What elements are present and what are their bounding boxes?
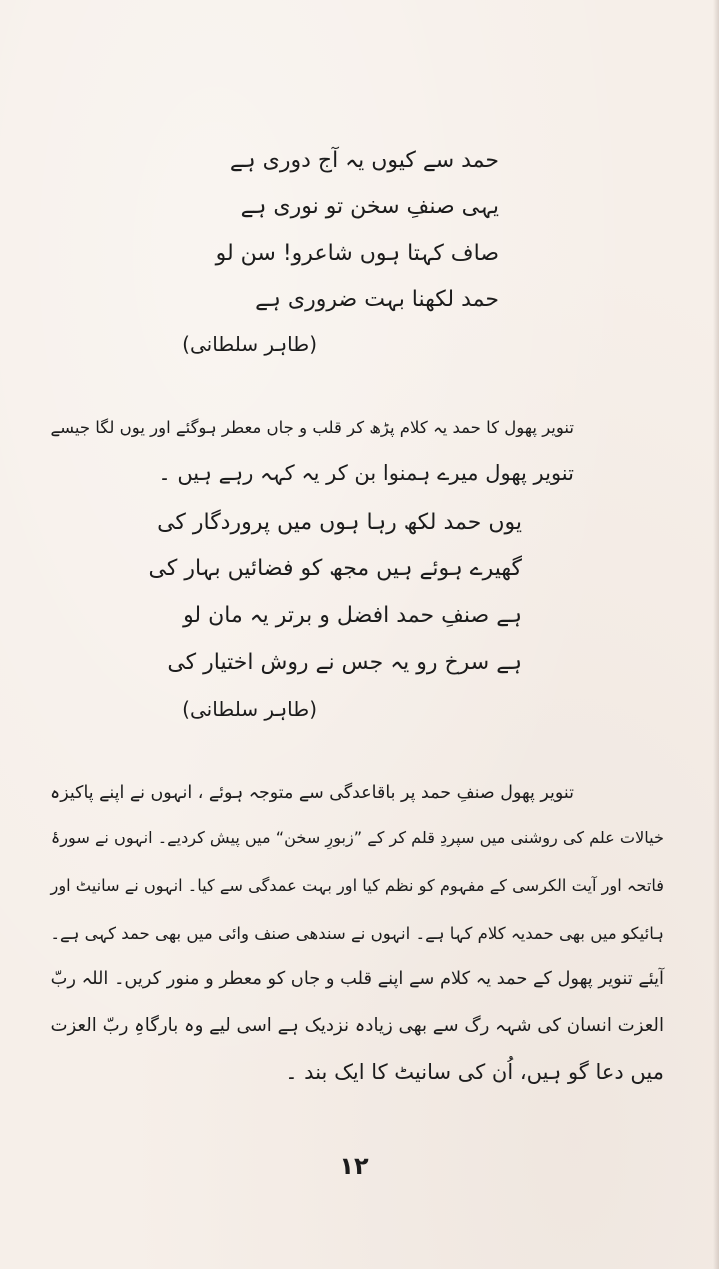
paragraph-line-6: العزت انسان کی شہہ رگ سے بھی زیادہ نزدیک ہے اسی لیے وہ بارگاہِ ربّ العزت (50, 1015, 664, 1036)
paragraph-line-5: آیئے تنویر پھول کے حمد یہ کلام سے اپنے قلب و جاں کو معطر و منور کریں۔ اللہ ربّ (50, 968, 664, 989)
poem1-line-4: حمد لکھنا بہت ضروری ہے (255, 287, 499, 312)
paragraph-line-3: فاتحہ اور آیت الکرسی کے مفہوم کو نظم کیا اور بہت عمدگی سے کیا۔ انہوں نے سانیٹ اور (50, 876, 664, 895)
poem2-line-3: ہے صنفِ حمد افضل و برتر یہ مان لو (183, 603, 522, 628)
paragraph-line-1: تنویر پھول صنفِ حمد پر باقاعدگی سے متوجہ ہوئے ، انہوں نے اپنے پاکیزہ (50, 783, 574, 803)
page-edge-shadow (713, 0, 719, 1269)
poem2-credit: (طاہر سلطانی) (182, 697, 317, 721)
poem1-line-3: صاف کہتا ہوں شاعرو! سن لو (215, 241, 499, 266)
paragraph-line-2: خیالات علم کی روشنی میں سپردِ قلم کر کے ”زبورِ سخن“ میں پیش کردیے۔ انہوں نے سورۂ (50, 828, 664, 847)
paragraph-line-7: میں دعا گو ہیں، اُن کی سانیٹ کا ایک بند ۔ (285, 1060, 664, 1084)
poem2-line-4: ہے سرخ رو یہ جس نے روش اختیار کی (167, 650, 522, 675)
poem1-line-1: حمد سے کیوں یہ آج دوری ہے (229, 148, 499, 173)
poem1-line-2: یہی صنفِ سخن تو نوری ہے (240, 194, 499, 219)
poem1-credit: (طاہر سلطانی) (182, 332, 317, 356)
poem2-line-1: یوں حمد لکھ رہا ہوں میں پروردگار کی (157, 510, 522, 535)
paragraph-line-4: ہائیکو میں بھی حمدیہ کلام کہا ہے۔ انہوں نے سندھی صنف وائی میں بھی حمد کہی ہے۔ (50, 924, 664, 943)
intro-line-2: تنویر پھول میرے ہمنوا بن کر یہ کہہ رہے ہیں ۔ (158, 461, 574, 485)
intro-line-1: تنویر پھول کا حمد یہ کلام پڑھ کر قلب و جاں معطر ہوگئے اور یوں لگا جیسے (50, 418, 574, 437)
page-number: ۱۲ (339, 1152, 369, 1180)
poem2-line-2: گھیرے ہوئے ہیں مجھ کو فضائیں بہار کی (148, 556, 522, 581)
